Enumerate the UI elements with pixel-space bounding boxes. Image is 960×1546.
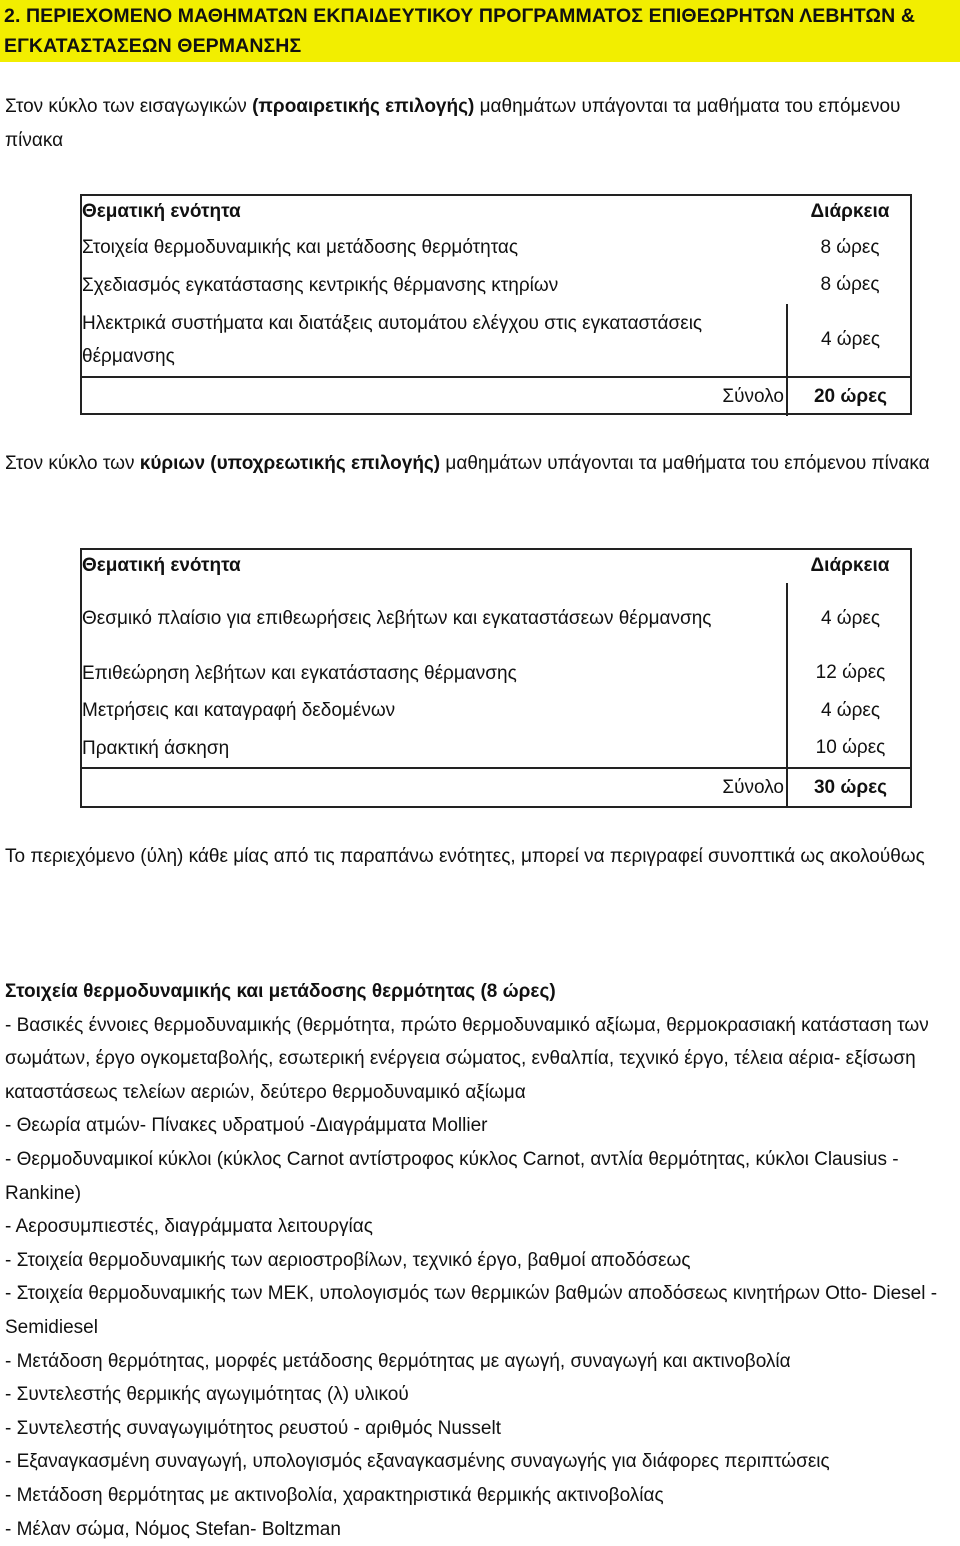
list-item: - Μετάδοση θερμότητας με ακτινοβολία, χαρακτηριστικά θερμικής ακτινοβολίας bbox=[5, 1479, 953, 1513]
table-total-label: Σύνολο bbox=[707, 768, 787, 807]
table-cell-duration: 4 ώρες bbox=[787, 583, 911, 654]
table-header-duration: Διάρκεια bbox=[787, 549, 911, 583]
table-cell-duration: 12 ώρες bbox=[787, 654, 911, 692]
table-total-label: Σύνολο bbox=[707, 377, 787, 416]
table-header-row bbox=[80, 195, 911, 229]
list-item: - Στοιχεία θερμοδυναμικής των αεριοστροβίλων, τεχνικό έργο, βαθμοί αποδόσεως bbox=[5, 1244, 953, 1278]
table-cell-topic: Μετρήσεις και καταγραφή δεδομένων bbox=[80, 692, 707, 729]
table-cell-duration: 8 ώρες bbox=[787, 229, 911, 266]
list-item: - Θερμοδυναμικοί κύκλοι (κύκλος Carnot αντίστροφος κύκλος Carnot, αντλία θερμότητας, κύκλοι Clausius - Rankine) bbox=[5, 1143, 953, 1210]
table-total-row bbox=[80, 377, 911, 416]
table-header-topic: Θεματική ενότητα bbox=[80, 195, 707, 229]
table-cell-duration: 8 ώρες bbox=[787, 266, 911, 304]
section-heading: 2. ΠΕΡΙΕΧΟΜΕΝΟ ΜΑΘΗΜΑΤΩΝ ΕΚΠΑΙΔΕΥΤΙΚΟΥ ΠΡΟΓΡΑΜΜΑΤΟΣ ΕΠΙΘΕΩΡΗΤΩΝ ΛΕΒΗΤΩΝ & ΕΓΚΑΤΑΣΤΑΣΕΩΝ ΘΕΡΜΑΝΣΗΣ bbox=[0, 0, 960, 62]
intro-mandatory-text-post: μαθημάτων υπάγονται τα μαθήματα του επόμενου πίνακα bbox=[440, 453, 929, 474]
table-row bbox=[80, 729, 911, 768]
table-cell-duration: 10 ώρες bbox=[787, 729, 911, 768]
intro-mandatory-text-bold: κύριων (υποχρεωτικής επιλογής) bbox=[140, 453, 440, 474]
table-cell-duration: 4 ώρες bbox=[787, 304, 911, 377]
subsection-title: Στοιχεία θερμοδυναμικής και μετάδοσης θερμότητας (8 ώρες) bbox=[5, 975, 953, 1009]
table-row bbox=[80, 692, 911, 729]
content-intro: Το περιεχόμενο (ύλη) κάθε μίας από τις παραπάνω ενότητες, μπορεί να περιγραφεί συνοπτικά ως ακολούθως bbox=[5, 840, 953, 874]
subsection-thermodynamics bbox=[5, 975, 953, 1546]
table-cell-topic: Σχεδιασμός εγκατάστασης κεντρικής θέρμανσης κτηρίων bbox=[80, 266, 707, 304]
table-row bbox=[80, 229, 911, 266]
table-row bbox=[80, 654, 911, 692]
table-cell-topic: Πρακτική άσκηση bbox=[80, 729, 707, 768]
table-cell-duration: 4 ώρες bbox=[787, 692, 911, 729]
table-cell-topic: Θεσμικό πλαίσιο για επιθεωρήσεις λεβήτων και εγκαταστάσεων θέρμανσης bbox=[80, 583, 787, 654]
table-row bbox=[80, 266, 911, 304]
intro-optional-text-post: μαθημάτων υπάγονται τα μαθήματα του επόμενου πίνακα bbox=[5, 96, 900, 151]
table-row bbox=[80, 304, 911, 377]
list-item: - Μέλαν σώμα, Νόμος Stefan- Boltzman bbox=[5, 1513, 953, 1546]
table-header-topic: Θεματική ενότητα bbox=[80, 549, 707, 583]
list-item: - Εξαναγκασμένη συναγωγή, υπολογισμός εξαναγκασμένης συναγωγής για διάφορες περιπτώσεις bbox=[5, 1445, 953, 1479]
list-item: - Στοιχεία θερμοδυναμικής των ΜΕΚ, υπολογισμός των θερμικών βαθμών αποδόσεως κινητήρων Otto- Diesel - Semidiesel bbox=[5, 1277, 953, 1344]
mandatory-courses-table bbox=[80, 549, 911, 807]
table-header-duration: Διάρκεια bbox=[787, 195, 911, 229]
list-item: - Συντελεστής θερμικής αγωγιμότητας (λ) υλικού bbox=[5, 1378, 953, 1412]
intro-optional-text-pre: Στον κύκλο των εισαγωγικών bbox=[5, 96, 252, 117]
table-cell-topic: Ηλεκτρικά συστήματα και διατάξεις αυτομάτου ελέγχου στις εγκαταστάσεις θέρμανσης bbox=[80, 304, 787, 377]
list-item: - Βασικές έννοιες θερμοδυναμικής (θερμότητα, πρώτο θερμοδυναμικό αξίωμα, θερμοκρασιακή κατάσταση των σωμάτων, έργο ογκομεταβολής, εσωτερική ενέργεια σώματος, ενθαλπία, τεχνικό έργο, τέλεια αέρια- εξίσωση καταστάσεως τελείων αεριών, δεύτερο θερμοδυναμικό αξίωμα bbox=[5, 1009, 953, 1110]
table-row bbox=[80, 583, 911, 654]
intro-optional-text-bold: (προαιρετικής επιλογής) bbox=[252, 96, 474, 117]
list-item: - Μετάδοση θερμότητας, μορφές μετάδοσης θερμότητας με αγωγή, συναγωγή και ακτινοβολία bbox=[5, 1345, 953, 1379]
table-total-row bbox=[80, 768, 911, 807]
intro-optional-courses bbox=[5, 90, 953, 158]
table-total-value: 30 ώρες bbox=[787, 768, 911, 807]
optional-courses-table bbox=[80, 195, 911, 416]
table-cell-topic: Επιθεώρηση λεβήτων και εγκατάστασης θέρμανσης bbox=[80, 654, 707, 692]
intro-mandatory-text-pre: Στον κύκλο των bbox=[5, 453, 140, 474]
list-item: - Θεωρία ατμών- Πίνακες υδρατμού -Διαγράμματα Mollier bbox=[5, 1109, 953, 1143]
intro-mandatory-courses bbox=[5, 447, 953, 481]
list-item: - Αεροσυμπιεστές, διαγράμματα λειτουργίας bbox=[5, 1210, 953, 1244]
table-total-value: 20 ώρες bbox=[787, 377, 911, 416]
list-item: - Συντελεστής συναγωγιμότητος ρευστού - αριθμός Nusselt bbox=[5, 1412, 953, 1446]
table-cell-topic: Στοιχεία θερμοδυναμικής και μετάδοσης θερμότητας bbox=[80, 229, 707, 266]
table-header-row bbox=[80, 549, 911, 583]
